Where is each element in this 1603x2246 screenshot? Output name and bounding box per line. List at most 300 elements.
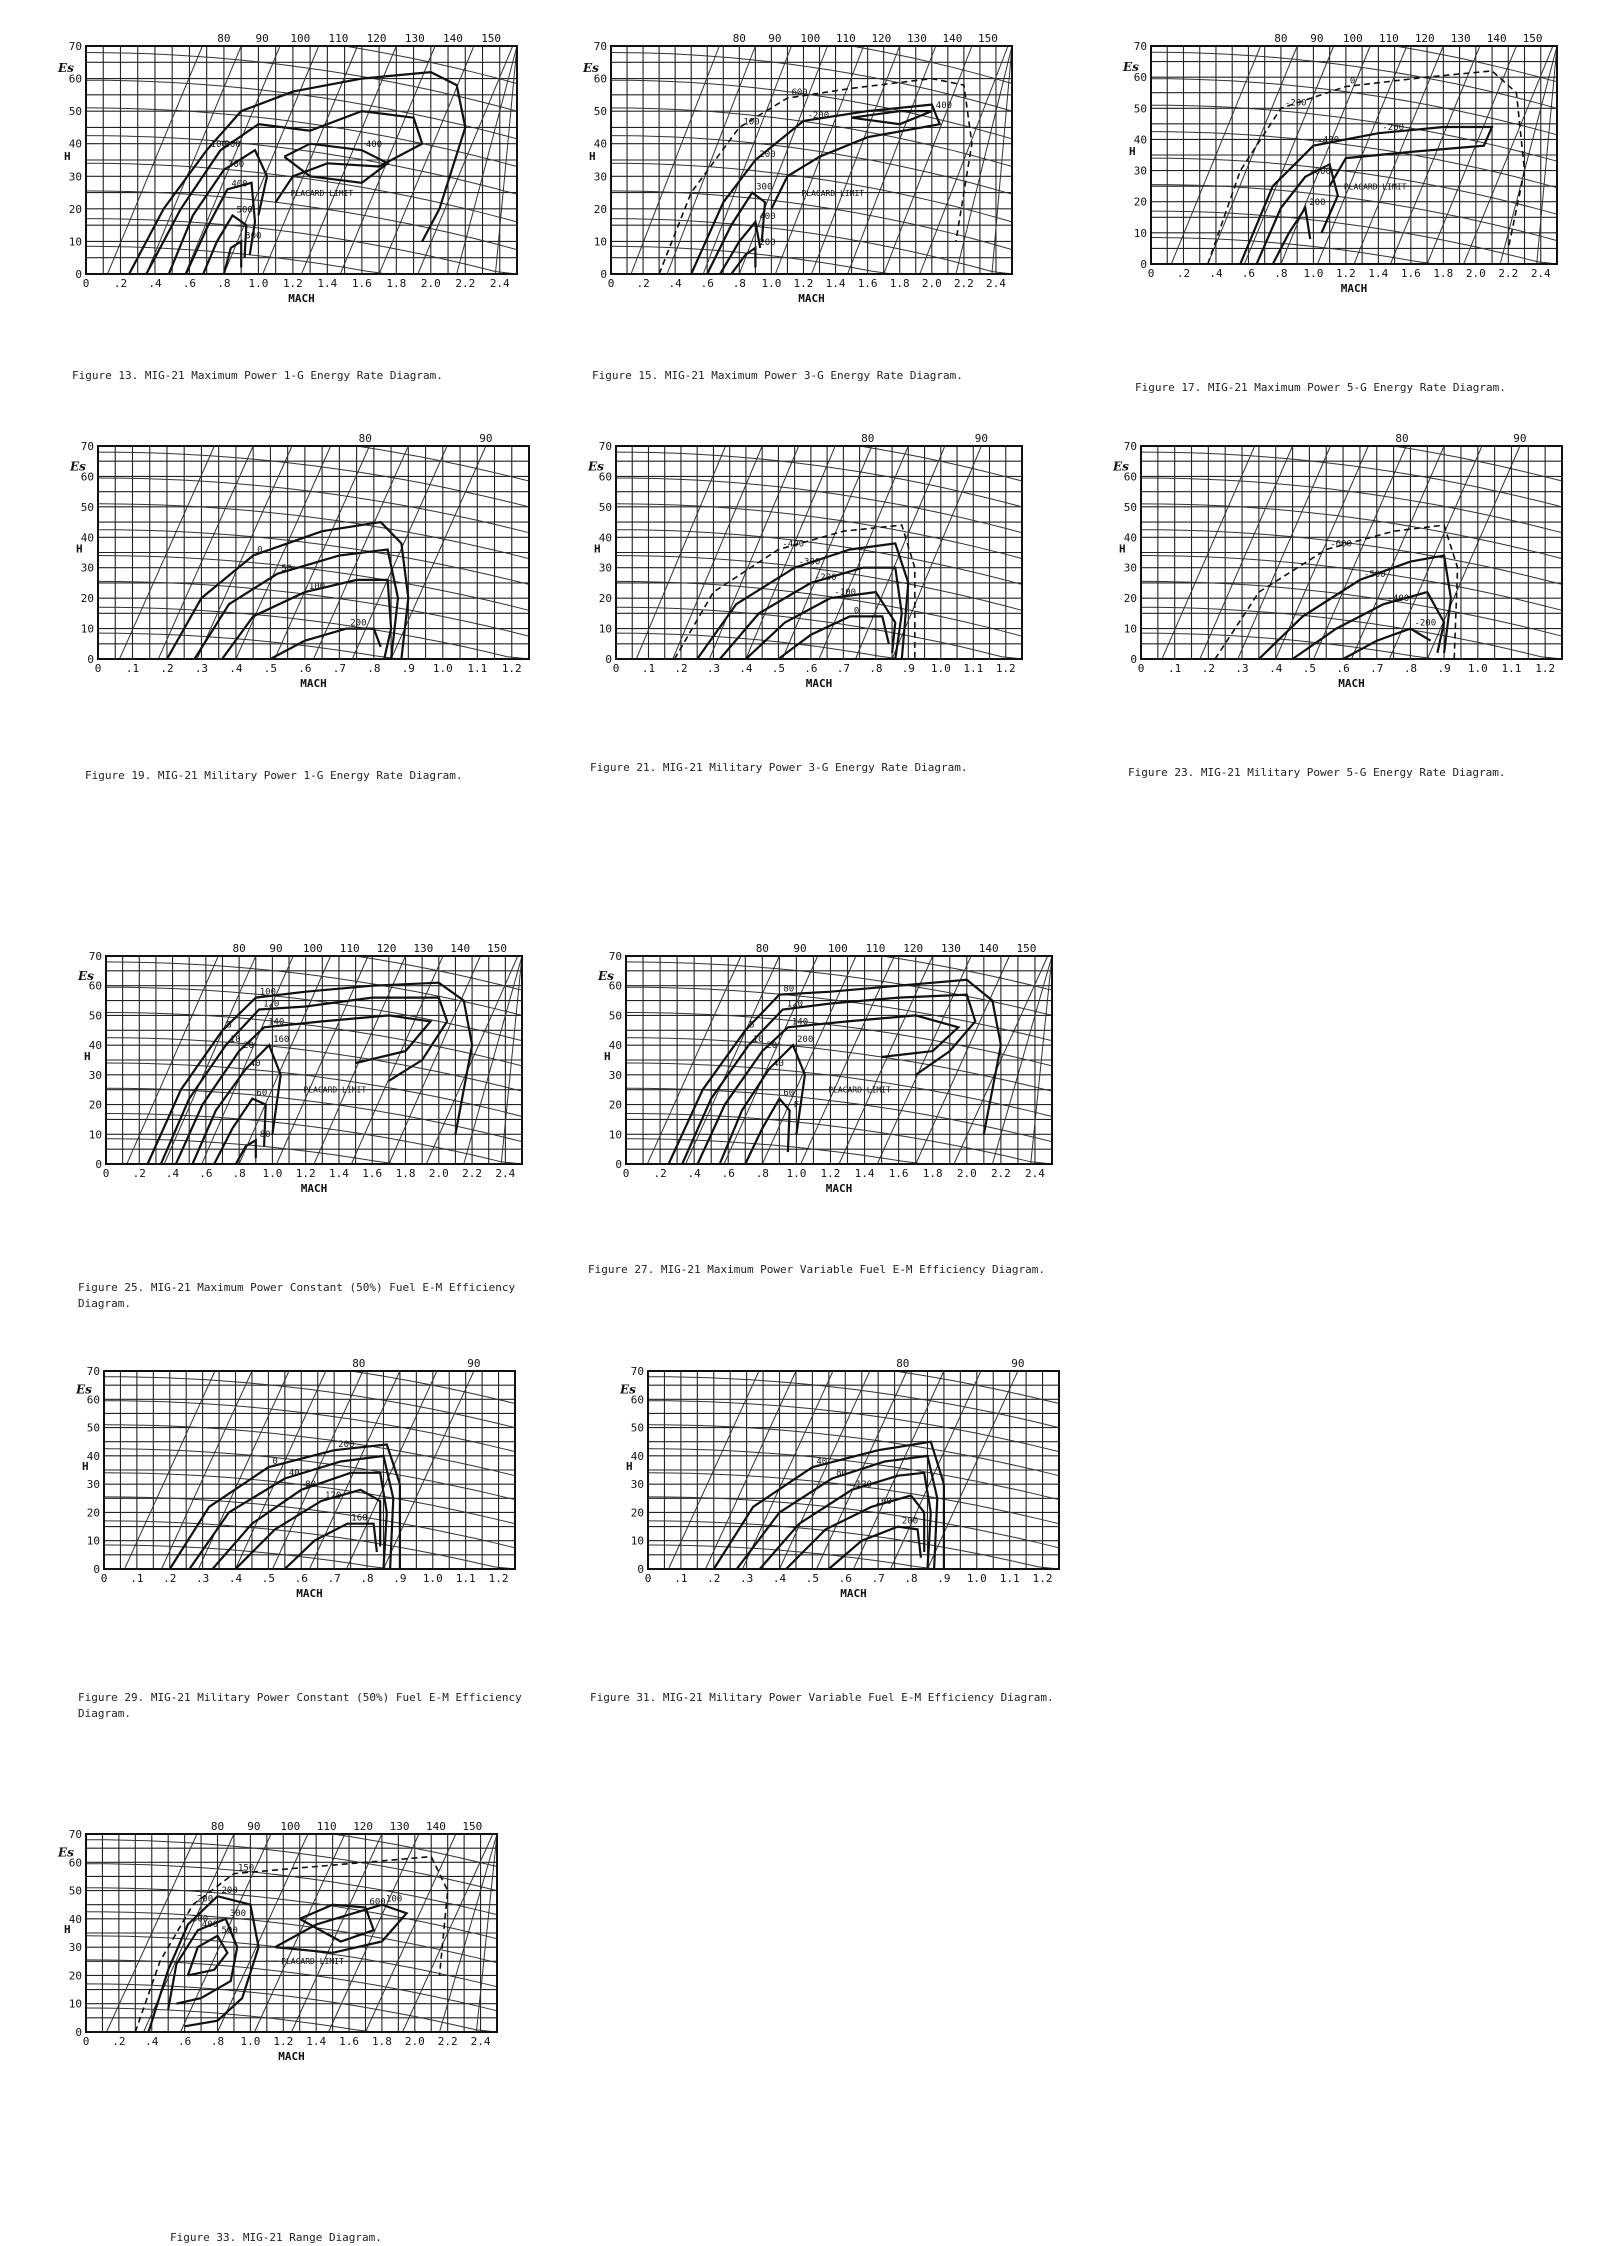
top-tick-label: 90 (793, 942, 807, 955)
y-tick-label: 70 (68, 40, 82, 53)
top-tick-label: 130 (941, 942, 961, 955)
y-axis-label: H (1129, 145, 1136, 158)
x-axis-label: MACH (278, 2050, 305, 2063)
contour-label: 160 (875, 1496, 892, 1507)
caption-fig15: Figure 15. MIG-21 Maximum Power 3-G Energy Rate Diagram. (592, 369, 963, 382)
y-tick-label: 40 (80, 531, 94, 545)
top-tick-label: 110 (339, 942, 360, 955)
grid (616, 446, 1022, 659)
x-axis-label: MACH (798, 292, 825, 305)
contour-label: 50 (281, 563, 293, 574)
contour-label: 5 (226, 1020, 232, 1031)
y-tick-label: 50 (1123, 500, 1137, 514)
x-tick-label: .7 (871, 1572, 885, 1585)
y-tick-label: 70 (1133, 40, 1147, 53)
x-tick-label: 1.6 (339, 2035, 359, 2048)
top-tick-label: 120 (903, 942, 924, 955)
grid (86, 1834, 497, 2032)
chart-fig15 (585, 30, 1020, 310)
y-tick-label: 20 (68, 1969, 82, 1983)
y-tick-label: 40 (1133, 133, 1147, 147)
contour-label: 0 (272, 1457, 278, 1468)
energy-axis-label: Es (58, 1845, 74, 1860)
contour-label: 80 (259, 1130, 271, 1141)
x-tick-label: 1.6 (857, 277, 878, 290)
energy-axis-label: Es (598, 968, 614, 983)
contour-label: 120 (263, 999, 280, 1010)
contour-label: 200 (338, 1440, 355, 1451)
x-tick-label: 2.4 (986, 277, 1006, 290)
placard-limit-label: PLACARD LIMIT (801, 188, 865, 198)
chart-fig19 (72, 430, 537, 695)
top-tick-label: 130 (413, 942, 434, 955)
energy-curve (611, 246, 1012, 274)
x-tick-label: 0 (622, 1167, 630, 1180)
x-tick-label: .3 (196, 1572, 210, 1585)
x-tick-label: .4 (228, 1572, 243, 1585)
energy-axis-label: Es (1113, 459, 1129, 474)
y-tick-label: 30 (80, 561, 94, 575)
x-axis-label: MACH (840, 1587, 867, 1600)
top-tick-label: 140 (450, 942, 471, 955)
x-axis-label: MACH (300, 1182, 328, 1195)
x-tick-label: 0 (612, 662, 620, 675)
energy-axis-label: Es (70, 459, 86, 474)
top-tick-label: 90 (1513, 432, 1527, 445)
y-tick-label: 50 (68, 1884, 82, 1898)
series-150 (275, 1905, 407, 1953)
top-tick-label: 90 (479, 432, 493, 445)
y-tick-label: 10 (68, 1997, 82, 2011)
x-tick-label: .4 (165, 1167, 180, 1180)
x-tick-label: 2.4 (1025, 1167, 1045, 1180)
y-tick-label: 50 (88, 1009, 102, 1023)
x-tick-label: .8 (732, 277, 746, 290)
contour-label: 300 (191, 1914, 209, 1925)
y-tick-label: 20 (68, 202, 82, 216)
contour-label: 400 (759, 211, 776, 222)
contour-label: 140 (268, 1017, 285, 1028)
y-tick-label: 60 (68, 1856, 82, 1870)
y-tick-label: 60 (598, 470, 612, 484)
contour-label: 300 (229, 1908, 247, 1919)
x-tick-label: .4 (148, 277, 162, 290)
y-tick-label: 70 (80, 440, 94, 453)
series-140 (214, 1099, 266, 1164)
x-tick-label: 1.8 (889, 277, 910, 290)
top-tick-label: 80 (358, 432, 372, 445)
x-tick-label: .2 (1176, 267, 1191, 280)
y-tick-label: 50 (593, 105, 607, 119)
y-tick-label: 40 (608, 1039, 622, 1053)
y-tick-label: 30 (68, 170, 82, 184)
x-tick-label: .8 (367, 662, 381, 675)
chart-fig21 (590, 430, 1030, 695)
contour-label: -200 (807, 110, 830, 121)
contour-label: 80 (305, 1479, 317, 1490)
y-axis-label: H (604, 1050, 611, 1063)
x-tick-label: .8 (232, 1167, 246, 1180)
top-tick-label: 150 (1522, 32, 1543, 45)
energy-curve (104, 1545, 515, 1569)
contour-label: 300 (756, 182, 773, 193)
series-5 (148, 983, 473, 1164)
y-tick-label: 10 (88, 1128, 102, 1142)
x-tick-label: .3 (706, 662, 721, 675)
y-tick-label: 10 (593, 235, 607, 249)
x-axis-label: MACH (288, 292, 315, 305)
caption-fig29: Figure 29. MIG-21 Military Power Constant (50%) Fuel E-M Efficiency Diagram. (78, 1691, 522, 1720)
y-tick-label: 40 (1123, 531, 1137, 545)
y-tick-label: 10 (608, 1128, 622, 1142)
contour-label: 0 (853, 606, 860, 617)
x-tick-label: .4 (739, 662, 753, 675)
energy-curve (98, 633, 529, 659)
series-ps-0 (129, 72, 465, 274)
x-tick-label: .2 (112, 2035, 126, 2048)
x-tick-label: .6 (1336, 662, 1350, 675)
contour-label: -600 (1309, 166, 1331, 177)
chart-svg-fig23 (1115, 430, 1570, 695)
contour-label: 120 (786, 999, 804, 1010)
series-400 (188, 1936, 228, 1976)
y-tick-label: 30 (608, 1068, 622, 1082)
energy-axis-label: Es (78, 968, 94, 983)
y-axis-label: H (82, 1460, 89, 1473)
x-tick-label: 1.0 (432, 662, 453, 675)
contour-label: 600 (369, 1897, 386, 1908)
x-axis-label: MACH (1340, 282, 1368, 295)
x-tick-label: .6 (182, 277, 197, 290)
x-tick-label: 0 (94, 662, 102, 675)
top-tick-label: 100 (302, 942, 323, 955)
x-tick-label: .8 (1274, 267, 1288, 280)
x-tick-label: .2 (674, 662, 688, 675)
top-tick-label: 100 (827, 942, 848, 955)
y-tick-label: 30 (630, 1478, 644, 1492)
contour-label: 400 (231, 179, 248, 190)
x-tick-label: .6 (178, 2035, 192, 2048)
contour-label: 100 (308, 582, 326, 593)
x-tick-label: .4 (229, 662, 243, 675)
x-tick-label: 1.0 (262, 1167, 283, 1180)
top-tick-label: 150 (978, 32, 998, 45)
x-tick-label: .5 (805, 1572, 820, 1585)
placard-limit-label: PLACARD LIMIT (828, 1085, 891, 1095)
x-tick-label: .3 (194, 662, 209, 675)
top-tick-label: 110 (316, 1820, 337, 1833)
x-tick-label: 2.0 (921, 277, 942, 290)
x-tick-label: 1.6 (1400, 267, 1421, 280)
x-tick-label: 1.4 (306, 2035, 327, 2048)
y-tick-label: 30 (593, 170, 607, 184)
contour-label: 200 (221, 1886, 238, 1897)
x-tick-label: 1.0 (966, 1572, 987, 1585)
top-tick-label: 80 (217, 32, 231, 45)
x-tick-label: 1.8 (395, 1167, 416, 1180)
top-tick-label: 100 (280, 1820, 301, 1833)
contour-label: 0 (257, 545, 263, 556)
energy-axis-label: Es (588, 459, 604, 474)
energy-curve (626, 1139, 1052, 1164)
series-ps-100 (746, 592, 895, 659)
x-tick-label: .1 (674, 1572, 688, 1585)
y-tick-label: 50 (80, 500, 94, 514)
contour-label: 500 (221, 1925, 238, 1936)
caption-fig19: Figure 19. MIG-21 Military Power 1-G Energy Rate Diagram. (85, 769, 463, 782)
x-tick-label: 1.2 (273, 2035, 294, 2048)
x-tick-label: .4 (668, 277, 682, 290)
contour-label: 200 (1309, 197, 1326, 208)
chart-fig13 (60, 30, 525, 310)
y-tick-label: 0 (600, 268, 607, 281)
contour-label: 200 (224, 140, 241, 151)
y-tick-label: 40 (86, 1449, 100, 1463)
y-tick-label: 0 (75, 2026, 82, 2039)
contour-label: 200 (901, 1516, 919, 1527)
y-tick-label: 60 (88, 979, 102, 993)
x-tick-label: 2.0 (428, 1167, 449, 1180)
y-tick-label: 70 (68, 1828, 82, 1841)
y-tick-label: 20 (630, 1506, 644, 1520)
x-tick-label: .4 (1269, 662, 1283, 675)
contour-label: 500 (236, 205, 253, 216)
y-axis-label: H (84, 1050, 91, 1063)
top-tick-label: 80 (896, 1357, 910, 1370)
energy-curve (1141, 607, 1562, 659)
x-tick-label: 2.2 (455, 277, 476, 290)
top-tick-label: 150 (1016, 942, 1037, 955)
contour-label: 80 (783, 984, 795, 995)
x-tick-label: .9 (401, 662, 415, 675)
top-tick-label: 150 (487, 942, 507, 955)
y-tick-label: 60 (68, 72, 82, 86)
energy-axis-label: Es (58, 61, 74, 76)
x-tick-label: 1.2 (995, 662, 1016, 675)
x-axis-label: MACH (805, 677, 833, 690)
y-tick-label: 10 (68, 235, 82, 249)
top-tick-label: 150 (462, 1820, 483, 1833)
x-tick-label: 1.2 (1032, 1572, 1053, 1585)
contour-label: 160 (351, 1513, 368, 1524)
energy-curve (626, 956, 1052, 990)
y-tick-label: 70 (608, 950, 622, 963)
y-tick-label: 0 (95, 1158, 102, 1171)
caption-fig31: Figure 31. MIG-21 Military Power Variable Fuel E-M Efficiency Diagram. (590, 1691, 1054, 1704)
energy-curve (106, 956, 522, 990)
y-axis-label: H (64, 150, 71, 163)
x-tick-label: 1.0 (1303, 267, 1324, 280)
caption-fig21: Figure 21. MIG-21 Military Power 3-G Energy Rate Diagram. (590, 761, 968, 774)
x-tick-label: 2.2 (1498, 267, 1519, 280)
contour-label: 0 (1349, 76, 1356, 87)
x-tick-label: .6 (294, 1572, 308, 1585)
y-tick-label: 10 (86, 1534, 100, 1548)
contour-label: 400 (935, 101, 953, 112)
caption-fig17: Figure 17. MIG-21 Maximum Power 5-G Energy Rate Diagram. (1135, 381, 1506, 394)
x-tick-label: 2.2 (990, 1167, 1011, 1180)
y-tick-label: 0 (605, 653, 612, 666)
top-tick-label: 110 (865, 942, 886, 955)
top-tick-label: 90 (1310, 32, 1324, 45)
y-tick-label: 0 (1130, 653, 1137, 666)
caption-fig25: Figure 25. MIG-21 Maximum Power Constant (50%) Fuel E-M Efficiency Diagram. (78, 1281, 516, 1310)
energy-curve (1141, 446, 1562, 481)
energy-curve (86, 46, 517, 84)
x-tick-label: .8 (1403, 662, 1418, 675)
contour-label: -600 (1330, 539, 1352, 550)
y-tick-label: 60 (1123, 470, 1137, 484)
top-tick-label: 90 (467, 1357, 481, 1370)
x-tick-label: .4 (1209, 267, 1223, 280)
energy-curve (98, 607, 529, 659)
y-tick-label: 0 (75, 268, 82, 281)
contour-label: -400 (782, 539, 805, 550)
x-tick-label: 1.8 (922, 1167, 943, 1180)
top-tick-label: 130 (404, 32, 425, 45)
top-tick-label: 120 (871, 32, 892, 45)
contour-label: 400 (201, 1920, 219, 1931)
x-axis-label: MACH (300, 677, 327, 690)
top-tick-label: 120 (1414, 32, 1435, 45)
y-tick-label: 70 (1123, 440, 1137, 453)
x-tick-label: 1.1 (455, 1572, 476, 1585)
placard-limit-label: PLACARD LIMIT (303, 1085, 367, 1095)
chart-svg-fig31 (622, 1355, 1067, 1605)
y-tick-label: 60 (1133, 71, 1147, 85)
x-tick-label: .2 (132, 1167, 146, 1180)
contour-label: F (793, 1100, 800, 1111)
y-tick-label: 20 (88, 1098, 102, 1112)
top-tick-label: 130 (1450, 32, 1471, 45)
contour-label: 120 (325, 1491, 342, 1502)
x-tick-label: .2 (653, 1167, 667, 1180)
y-tick-label: 60 (86, 1393, 100, 1407)
top-tick-label: 80 (1395, 432, 1409, 445)
x-tick-label: .2 (160, 662, 174, 675)
y-tick-label: 20 (593, 202, 607, 216)
contour-label: 200 (350, 618, 367, 629)
contour-label: 10 (229, 1035, 241, 1046)
series-5 (669, 980, 1001, 1164)
chart-svg-fig25 (80, 940, 530, 1200)
x-tick-label: 2.0 (1465, 267, 1486, 280)
y-tick-label: 60 (630, 1393, 644, 1407)
x-tick-label: .2 (163, 1572, 177, 1585)
caption-fig23: Figure 23. MIG-21 Military Power 5-G Energy Rate Diagram. (1128, 766, 1506, 779)
x-tick-label: .1 (130, 1572, 144, 1585)
series-100 (135, 1857, 447, 2032)
y-axis-label: H (1119, 542, 1126, 556)
y-tick-label: 50 (68, 105, 82, 119)
x-tick-label: .3 (740, 1572, 754, 1585)
x-tick-label: .8 (755, 1167, 769, 1180)
x-tick-label: .6 (721, 1167, 735, 1180)
top-tick-label: 140 (443, 32, 463, 45)
x-tick-label: 0 (607, 277, 615, 290)
energy-axis-label: Es (1123, 59, 1139, 74)
x-tick-label: .7 (1370, 662, 1384, 675)
x-tick-label: 1.2 (488, 1572, 509, 1585)
x-tick-label: 1.6 (888, 1167, 909, 1180)
x-tick-label: 1.2 (820, 1167, 841, 1180)
x-tick-label: .5 (261, 1572, 276, 1585)
y-tick-label: 20 (86, 1506, 100, 1520)
x-tick-label: 1.0 (240, 2035, 261, 2048)
x-tick-label: .8 (869, 662, 883, 675)
x-tick-label: .2 (113, 277, 128, 290)
contour-label: -400 (1387, 594, 1410, 605)
x-tick-label: .7 (332, 662, 346, 675)
top-tick-label: 120 (353, 1820, 374, 1833)
x-tick-label: .8 (360, 1572, 374, 1585)
x-tick-label: .4 (687, 1167, 701, 1180)
top-tick-label: 90 (768, 32, 782, 45)
x-tick-label: 0 (102, 1167, 110, 1180)
top-tick-label: 90 (269, 942, 283, 955)
contour-label: -100 (834, 588, 857, 599)
top-tick-label: 80 (755, 942, 769, 955)
x-tick-label: 1.4 (329, 1167, 349, 1180)
y-tick-label: 30 (598, 561, 612, 575)
grid (626, 956, 1052, 1164)
top-tick-label: 90 (974, 432, 989, 445)
energy-axis-label: Es (620, 1382, 636, 1397)
x-tick-label: .3 (1235, 662, 1249, 675)
x-tick-label: 1.1 (963, 662, 984, 675)
y-tick-label: 30 (88, 1068, 102, 1082)
contour-label: 60 (783, 1088, 795, 1099)
grid (611, 46, 1012, 274)
contour-label: 160 (273, 1035, 290, 1046)
contour-label: 200 (196, 1894, 214, 1905)
y-tick-label: 10 (630, 1534, 644, 1548)
placard-limit-label: PLACARD LIMIT (1343, 182, 1407, 192)
top-tick-label: 130 (906, 32, 927, 45)
x-tick-label: .6 (838, 1572, 852, 1585)
top-tick-label: 140 (1486, 32, 1507, 45)
caption-fig13: Figure 13. MIG-21 Maximum Power 1-G Energy Rate Diagram. (72, 369, 443, 382)
y-tick-label: 10 (598, 622, 612, 636)
x-tick-label: 2.4 (1530, 267, 1551, 280)
chart-svg-fig19 (72, 430, 537, 695)
contour-label: -200 (1382, 123, 1405, 134)
energy-curve (1151, 211, 1557, 264)
energy-curve (86, 246, 517, 274)
top-tick-label: 80 (732, 32, 746, 45)
contour-label: -200 (814, 572, 837, 583)
x-tick-label: 2.2 (462, 1167, 483, 1180)
series-200 (745, 1099, 789, 1164)
y-tick-label: 70 (593, 40, 607, 53)
y-tick-label: 70 (630, 1365, 644, 1378)
grid (86, 46, 517, 274)
contour-label: 200 (759, 237, 776, 248)
top-tick-label: 150 (481, 32, 502, 45)
x-tick-label: 1.0 (1467, 662, 1488, 675)
x-tick-label: .2 (1201, 662, 1215, 675)
x-tick-label: .9 (393, 1572, 407, 1585)
contour-label: 200 (796, 1035, 814, 1046)
x-tick-label: 0 (82, 2035, 90, 2048)
contour-label: 300 (245, 231, 262, 242)
x-tick-label: .6 (700, 277, 714, 290)
energy-curve (616, 607, 1022, 659)
x-tick-label: 1.2 (501, 662, 522, 675)
x-tick-label: 1.0 (761, 277, 782, 290)
x-axis-label: MACH (296, 1587, 323, 1600)
chart-fig17 (1125, 30, 1565, 300)
